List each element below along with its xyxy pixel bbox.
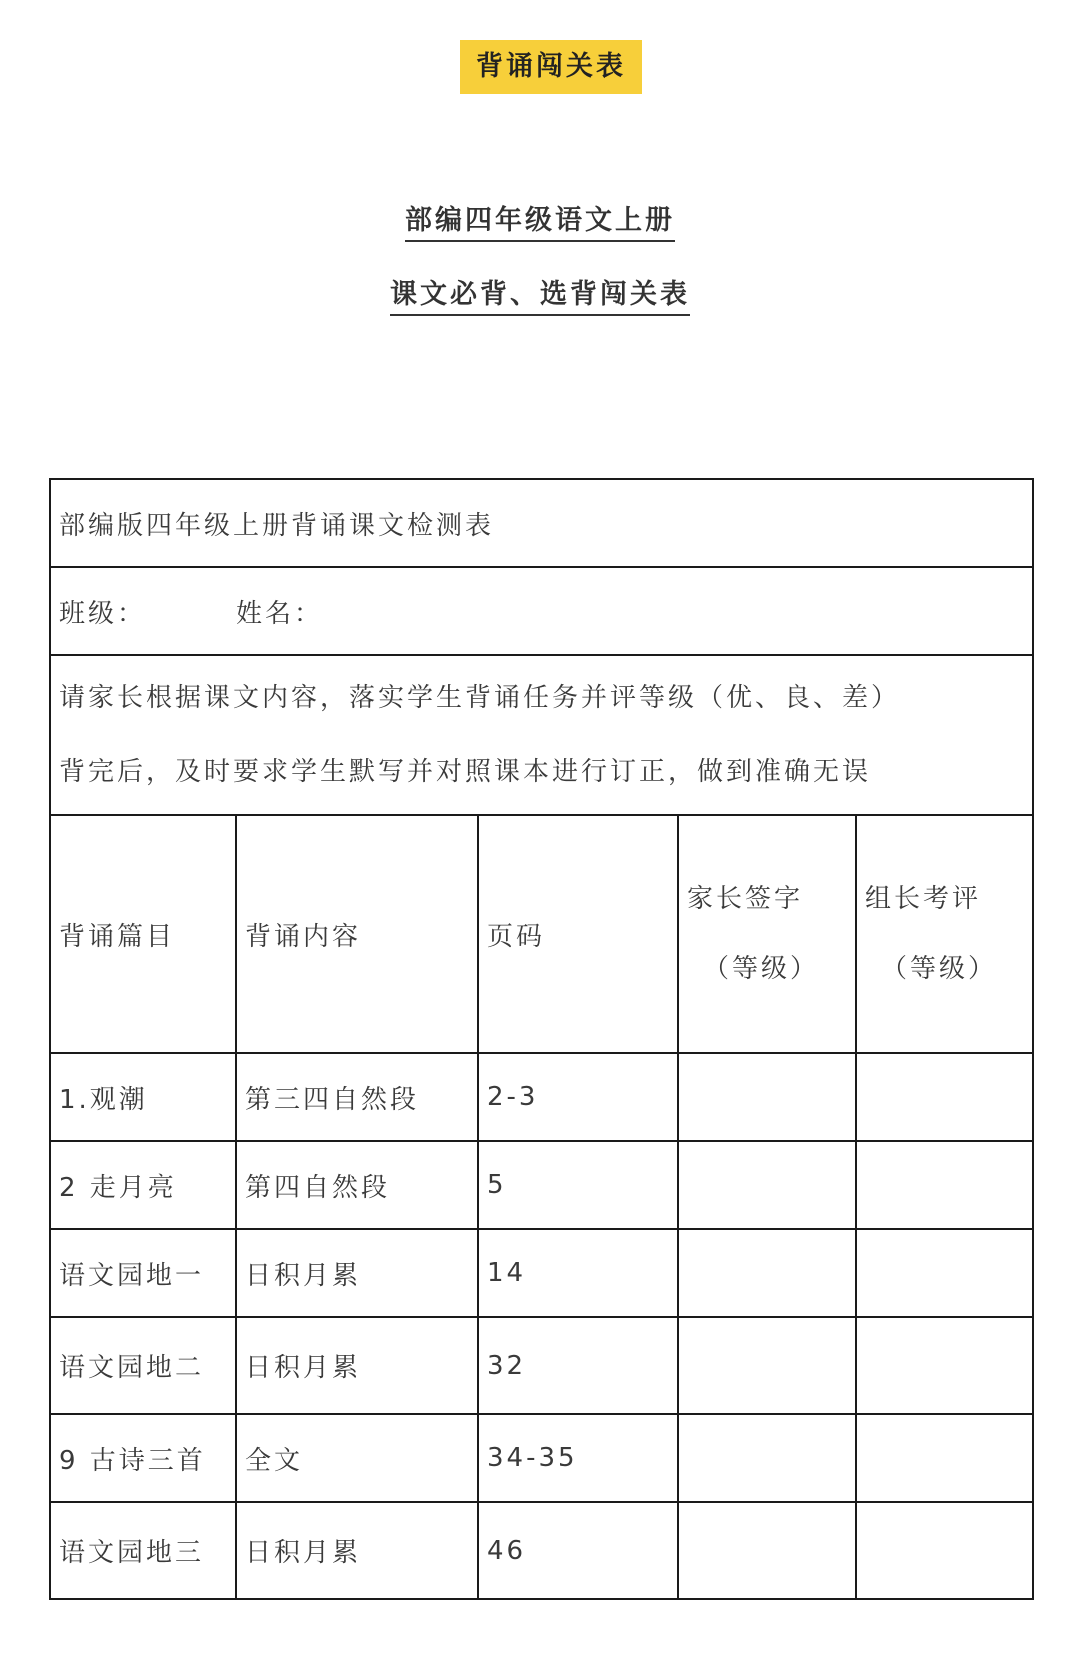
parent-sign-label: 家长签字 bbox=[687, 884, 804, 914]
column-header-item: 背诵篇目 bbox=[50, 815, 236, 1053]
row-parent-sign bbox=[678, 1317, 856, 1414]
row-leader-eval bbox=[856, 1414, 1033, 1502]
table-title: 部编版四年级上册背诵课文检测表 bbox=[50, 479, 1033, 567]
row-page: 14 bbox=[478, 1229, 678, 1317]
row-content: 第四自然段 bbox=[236, 1141, 478, 1229]
class-label: 班级： bbox=[59, 598, 147, 629]
row-parent-sign bbox=[678, 1414, 856, 1502]
row-page: 34-35 bbox=[478, 1414, 678, 1502]
row-page: 5 bbox=[478, 1141, 678, 1229]
row-content: 日积月累 bbox=[236, 1502, 478, 1599]
column-header-page: 页码 bbox=[478, 815, 678, 1053]
leader-eval-label: 组长考评 bbox=[865, 884, 982, 914]
page-title bbox=[0, 198, 1080, 242]
row-content: 日积月累 bbox=[236, 1229, 478, 1317]
column-header-parent-sign bbox=[678, 815, 856, 1053]
table-row bbox=[50, 1414, 1033, 1502]
table-row bbox=[50, 1229, 1033, 1317]
instruction-line-2: 背完后，及时要求学生默写并对照课本进行订正，做到准确无误 bbox=[59, 757, 872, 787]
section-badge: 背诵闯关表 bbox=[460, 40, 642, 94]
column-header-content: 背诵内容 bbox=[236, 815, 478, 1053]
row-parent-sign bbox=[678, 1053, 856, 1141]
row-item: 语文园地一 bbox=[50, 1229, 236, 1317]
row-content: 第三四自然段 bbox=[236, 1053, 478, 1141]
table-header-row bbox=[50, 815, 1033, 1053]
row-leader-eval bbox=[856, 1317, 1033, 1414]
row-leader-eval bbox=[856, 1141, 1033, 1229]
table-row bbox=[50, 1141, 1033, 1229]
row-page: 2-3 bbox=[478, 1053, 678, 1141]
row-item: 9 古诗三首 bbox=[50, 1414, 236, 1502]
leader-eval-sub: （等级） bbox=[881, 954, 998, 984]
instruction-line-1: 请家长根据课文内容，落实学生背诵任务并评等级（优、良、差） bbox=[59, 683, 901, 713]
page-title-line2: 课文必背、选背闯关表 bbox=[390, 272, 690, 316]
row-parent-sign bbox=[678, 1141, 856, 1229]
row-leader-eval bbox=[856, 1229, 1033, 1317]
row-content: 日积月累 bbox=[236, 1317, 478, 1414]
column-header-leader-eval bbox=[856, 815, 1033, 1053]
row-leader-eval bbox=[856, 1053, 1033, 1141]
instructions bbox=[50, 655, 1033, 815]
table-row bbox=[50, 1502, 1033, 1599]
row-item: 语文园地二 bbox=[50, 1317, 236, 1414]
table-row bbox=[50, 1317, 1033, 1414]
table-row bbox=[50, 1053, 1033, 1141]
row-content: 全文 bbox=[236, 1414, 478, 1502]
recitation-check-table bbox=[49, 478, 1034, 1600]
row-parent-sign bbox=[678, 1229, 856, 1317]
row-page: 46 bbox=[478, 1502, 678, 1599]
row-item: 1.观潮 bbox=[50, 1053, 236, 1141]
parent-sign-sub: （等级） bbox=[703, 954, 820, 984]
page-subtitle bbox=[0, 272, 1080, 316]
row-item: 2 走月亮 bbox=[50, 1141, 236, 1229]
row-item: 语文园地三 bbox=[50, 1502, 236, 1599]
class-name-row bbox=[50, 567, 1033, 655]
page-title-line1: 部编四年级语文上册 bbox=[405, 198, 675, 242]
row-parent-sign bbox=[678, 1502, 856, 1599]
row-leader-eval bbox=[856, 1502, 1033, 1599]
row-page: 32 bbox=[478, 1317, 678, 1414]
name-label: 姓名： bbox=[236, 598, 324, 629]
